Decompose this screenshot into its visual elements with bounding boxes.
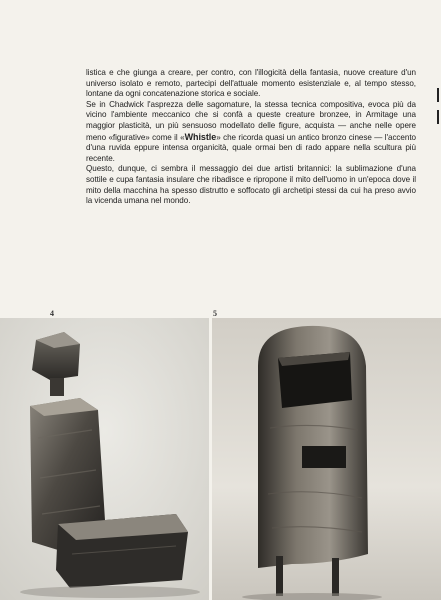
body-text [86,68,416,207]
paragraph-2-end: » che ricorda quasi un antico bronzo cinese — l'accento d'una ruvida eppure intensa organicità, quale ormai ben di rado appare nella scultura più recente. [86,132,416,163]
margin-mark-top [437,88,439,102]
seated-figure-image [0,318,209,600]
paragraph-3: Questo, dunque, ci sembra il messaggio dei due artisti britannici: la sublimazione d'una sottile e cupa fantasia insulare che ribadisce e ripropone il mito dell'uomo in un'epoca dove il mito della macchina ha spesso distrutto e soffocato gli archetipi stessi da cui ha preso avvio la vicenda umana nel mondo. [86,164,416,206]
photo-left-sculpture [0,318,209,600]
whistle-figure-image [212,318,441,600]
whistle-title: Whistle [184,131,217,142]
photo-right-sculpture [212,318,441,600]
figure-number-right: 5 [213,309,217,318]
paragraph-2 [86,100,416,165]
margin-mark-bottom [437,110,439,124]
paragraph-2-start: Se in Chadwick l'asprezza delle sagomature, la stessa tecnica compositiva, evoca più da vicino l'ambiente meccanico che si confà a queste creature bronzee, in Armitage una maggior plasticità, un più sensuoso modellato delle figure, acquista — anche nelle opere meno «figurative» come il « [86,99,416,142]
paragraph-1: listica e che giunga a creare, per contro, con l'illogicità della fantasia, nuove creature d'un universo isolato e remoto, partecipi dell'attuale momento esistenziale e, al tempo stesso, lontane da ogni concatenazione storica e sociale. [86,68,416,99]
figure-number-left: 4 [50,309,54,318]
